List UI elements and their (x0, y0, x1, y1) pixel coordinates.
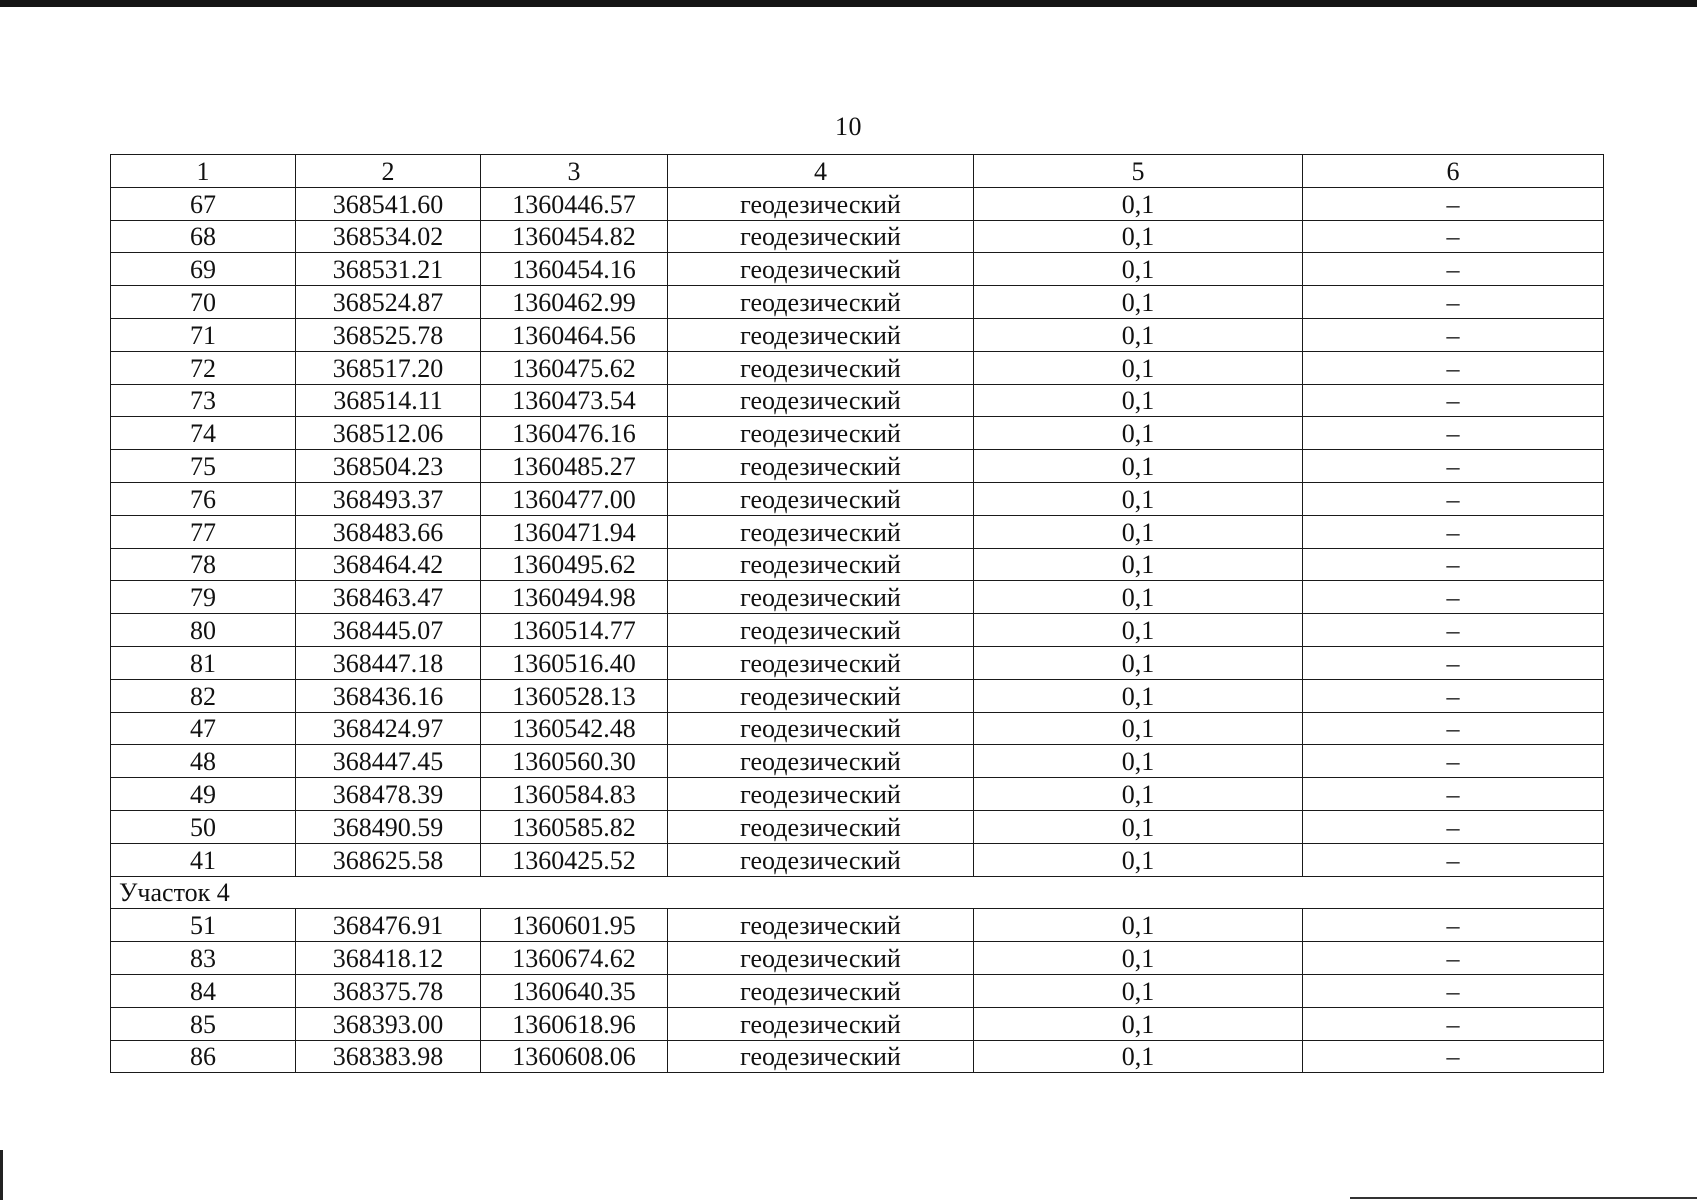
point-number-cell: 69 (111, 253, 296, 286)
table-row (111, 384, 1604, 417)
x-coordinate-cell: 368493.37 (296, 482, 481, 515)
accuracy-cell: 0,1 (974, 712, 1303, 745)
point-number-cell: 68 (111, 220, 296, 253)
table-row (111, 843, 1604, 876)
method-cell: геодезический (668, 581, 974, 614)
note-cell: – (1303, 974, 1604, 1007)
table-row (111, 286, 1604, 319)
method-cell: геодезический (668, 712, 974, 745)
note-cell: – (1303, 778, 1604, 811)
point-number-cell: 70 (111, 286, 296, 319)
table-row (111, 548, 1604, 581)
y-coordinate-cell: 1360528.13 (481, 679, 668, 712)
method-cell: геодезический (668, 220, 974, 253)
accuracy-cell: 0,1 (974, 318, 1303, 351)
method-cell: геодезический (668, 286, 974, 319)
header-cell: 4 (668, 155, 974, 188)
method-cell: геодезический (668, 1007, 974, 1040)
x-coordinate-cell: 368524.87 (296, 286, 481, 319)
y-coordinate-cell: 1360425.52 (481, 843, 668, 876)
table-body (111, 187, 1604, 1073)
y-coordinate-cell: 1360477.00 (481, 482, 668, 515)
accuracy-cell: 0,1 (974, 417, 1303, 450)
table-row (111, 1007, 1604, 1040)
note-cell: – (1303, 745, 1604, 778)
header-cell: 2 (296, 155, 481, 188)
table-row (111, 515, 1604, 548)
table-row (111, 942, 1604, 975)
table-row (111, 351, 1604, 384)
note-cell: – (1303, 1040, 1604, 1073)
y-coordinate-cell: 1360674.62 (481, 942, 668, 975)
accuracy-cell: 0,1 (974, 482, 1303, 515)
x-coordinate-cell: 368483.66 (296, 515, 481, 548)
method-cell: геодезический (668, 843, 974, 876)
method-cell: геодезический (668, 187, 974, 220)
point-number-cell: 71 (111, 318, 296, 351)
accuracy-cell: 0,1 (974, 942, 1303, 975)
point-number-cell: 78 (111, 548, 296, 581)
table-row (111, 810, 1604, 843)
accuracy-cell: 0,1 (974, 909, 1303, 942)
table-row (111, 318, 1604, 351)
note-cell: – (1303, 220, 1604, 253)
section-label: Участок 4 (111, 876, 1604, 909)
method-cell: геодезический (668, 614, 974, 647)
method-cell: геодезический (668, 351, 974, 384)
x-coordinate-cell: 368418.12 (296, 942, 481, 975)
note-cell: – (1303, 712, 1604, 745)
note-cell: – (1303, 646, 1604, 679)
accuracy-cell: 0,1 (974, 450, 1303, 483)
y-coordinate-cell: 1360454.82 (481, 220, 668, 253)
note-cell: – (1303, 679, 1604, 712)
point-number-cell: 80 (111, 614, 296, 647)
x-coordinate-cell: 368424.97 (296, 712, 481, 745)
x-coordinate-cell: 368625.58 (296, 843, 481, 876)
method-cell: геодезический (668, 450, 974, 483)
point-number-cell: 86 (111, 1040, 296, 1073)
y-coordinate-cell: 1360464.56 (481, 318, 668, 351)
note-cell: – (1303, 548, 1604, 581)
table-row (111, 909, 1604, 942)
point-number-cell: 72 (111, 351, 296, 384)
method-cell: геодезический (668, 417, 974, 450)
accuracy-cell: 0,1 (974, 778, 1303, 811)
y-coordinate-cell: 1360601.95 (481, 909, 668, 942)
y-coordinate-cell: 1360495.62 (481, 548, 668, 581)
header-cell: 3 (481, 155, 668, 188)
x-coordinate-cell: 368375.78 (296, 974, 481, 1007)
method-cell: геодезический (668, 778, 974, 811)
note-cell: – (1303, 482, 1604, 515)
note-cell: – (1303, 417, 1604, 450)
x-coordinate-cell: 368478.39 (296, 778, 481, 811)
accuracy-cell: 0,1 (974, 220, 1303, 253)
point-number-cell: 48 (111, 745, 296, 778)
section-row (111, 876, 1604, 909)
table-row (111, 974, 1604, 1007)
point-number-cell: 83 (111, 942, 296, 975)
accuracy-cell: 0,1 (974, 548, 1303, 581)
y-coordinate-cell: 1360476.16 (481, 417, 668, 450)
accuracy-cell: 0,1 (974, 581, 1303, 614)
note-cell: – (1303, 384, 1604, 417)
point-number-cell: 75 (111, 450, 296, 483)
scan-bottom-mark (1350, 1197, 1697, 1199)
x-coordinate-cell: 368447.45 (296, 745, 481, 778)
x-coordinate-cell: 368504.23 (296, 450, 481, 483)
accuracy-cell: 0,1 (974, 614, 1303, 647)
method-cell: геодезический (668, 974, 974, 1007)
scan-left-edge (0, 1150, 3, 1200)
point-number-cell: 85 (111, 1007, 296, 1040)
method-cell: геодезический (668, 548, 974, 581)
header-cell: 5 (974, 155, 1303, 188)
accuracy-cell: 0,1 (974, 679, 1303, 712)
y-coordinate-cell: 1360608.06 (481, 1040, 668, 1073)
table-row (111, 745, 1604, 778)
point-number-cell: 76 (111, 482, 296, 515)
point-number-cell: 74 (111, 417, 296, 450)
point-number-cell: 73 (111, 384, 296, 417)
coordinates-table (110, 154, 1604, 1073)
accuracy-cell: 0,1 (974, 646, 1303, 679)
method-cell: геодезический (668, 745, 974, 778)
point-number-cell: 79 (111, 581, 296, 614)
y-coordinate-cell: 1360462.99 (481, 286, 668, 319)
y-coordinate-cell: 1360560.30 (481, 745, 668, 778)
x-coordinate-cell: 368525.78 (296, 318, 481, 351)
point-number-cell: 82 (111, 679, 296, 712)
method-cell: геодезический (668, 810, 974, 843)
note-cell: – (1303, 187, 1604, 220)
point-number-cell: 41 (111, 843, 296, 876)
x-coordinate-cell: 368490.59 (296, 810, 481, 843)
table-row (111, 187, 1604, 220)
table-row (111, 253, 1604, 286)
x-coordinate-cell: 368517.20 (296, 351, 481, 384)
accuracy-cell: 0,1 (974, 253, 1303, 286)
page-number: 10 (835, 112, 862, 141)
y-coordinate-cell: 1360618.96 (481, 1007, 668, 1040)
point-number-cell: 67 (111, 187, 296, 220)
y-coordinate-cell: 1360584.83 (481, 778, 668, 811)
method-cell: геодезический (668, 318, 974, 351)
y-coordinate-cell: 1360640.35 (481, 974, 668, 1007)
y-coordinate-cell: 1360473.54 (481, 384, 668, 417)
accuracy-cell: 0,1 (974, 187, 1303, 220)
x-coordinate-cell: 368514.11 (296, 384, 481, 417)
point-number-cell: 84 (111, 974, 296, 1007)
x-coordinate-cell: 368512.06 (296, 417, 481, 450)
note-cell: – (1303, 581, 1604, 614)
table-header-row (111, 155, 1604, 188)
accuracy-cell: 0,1 (974, 351, 1303, 384)
y-coordinate-cell: 1360471.94 (481, 515, 668, 548)
x-coordinate-cell: 368445.07 (296, 614, 481, 647)
method-cell: геодезический (668, 942, 974, 975)
method-cell: геодезический (668, 384, 974, 417)
header-cell: 6 (1303, 155, 1604, 188)
table-row (111, 646, 1604, 679)
accuracy-cell: 0,1 (974, 1040, 1303, 1073)
header-cell: 1 (111, 155, 296, 188)
y-coordinate-cell: 1360485.27 (481, 450, 668, 483)
table-row (111, 220, 1604, 253)
method-cell: геодезический (668, 482, 974, 515)
point-number-cell: 77 (111, 515, 296, 548)
accuracy-cell: 0,1 (974, 810, 1303, 843)
x-coordinate-cell: 368393.00 (296, 1007, 481, 1040)
table-row (111, 581, 1604, 614)
note-cell: – (1303, 843, 1604, 876)
note-cell: – (1303, 909, 1604, 942)
x-coordinate-cell: 368463.47 (296, 581, 481, 614)
table-row (111, 1040, 1604, 1073)
note-cell: – (1303, 450, 1604, 483)
x-coordinate-cell: 368531.21 (296, 253, 481, 286)
accuracy-cell: 0,1 (974, 745, 1303, 778)
y-coordinate-cell: 1360516.40 (481, 646, 668, 679)
accuracy-cell: 0,1 (974, 384, 1303, 417)
table-row (111, 679, 1604, 712)
x-coordinate-cell: 368541.60 (296, 187, 481, 220)
method-cell: геодезический (668, 515, 974, 548)
note-cell: – (1303, 286, 1604, 319)
x-coordinate-cell: 368464.42 (296, 548, 481, 581)
note-cell: – (1303, 515, 1604, 548)
y-coordinate-cell: 1360542.48 (481, 712, 668, 745)
y-coordinate-cell: 1360514.77 (481, 614, 668, 647)
x-coordinate-cell: 368436.16 (296, 679, 481, 712)
x-coordinate-cell: 368476.91 (296, 909, 481, 942)
x-coordinate-cell: 368383.98 (296, 1040, 481, 1073)
method-cell: геодезический (668, 909, 974, 942)
y-coordinate-cell: 1360454.16 (481, 253, 668, 286)
method-cell: геодезический (668, 646, 974, 679)
y-coordinate-cell: 1360494.98 (481, 581, 668, 614)
point-number-cell: 81 (111, 646, 296, 679)
note-cell: – (1303, 1007, 1604, 1040)
scan-top-edge (0, 0, 1697, 7)
method-cell: геодезический (668, 1040, 974, 1073)
table-row (111, 614, 1604, 647)
table-row (111, 482, 1604, 515)
point-number-cell: 50 (111, 810, 296, 843)
accuracy-cell: 0,1 (974, 286, 1303, 319)
point-number-cell: 49 (111, 778, 296, 811)
point-number-cell: 47 (111, 712, 296, 745)
point-number-cell: 51 (111, 909, 296, 942)
note-cell: – (1303, 318, 1604, 351)
y-coordinate-cell: 1360475.62 (481, 351, 668, 384)
note-cell: – (1303, 942, 1604, 975)
table-row (111, 712, 1604, 745)
method-cell: геодезический (668, 253, 974, 286)
note-cell: – (1303, 351, 1604, 384)
x-coordinate-cell: 368534.02 (296, 220, 481, 253)
note-cell: – (1303, 614, 1604, 647)
table-row (111, 778, 1604, 811)
accuracy-cell: 0,1 (974, 974, 1303, 1007)
note-cell: – (1303, 810, 1604, 843)
table-row (111, 417, 1604, 450)
note-cell: – (1303, 253, 1604, 286)
method-cell: геодезический (668, 679, 974, 712)
y-coordinate-cell: 1360585.82 (481, 810, 668, 843)
accuracy-cell: 0,1 (974, 843, 1303, 876)
accuracy-cell: 0,1 (974, 515, 1303, 548)
table-row (111, 450, 1604, 483)
y-coordinate-cell: 1360446.57 (481, 187, 668, 220)
x-coordinate-cell: 368447.18 (296, 646, 481, 679)
accuracy-cell: 0,1 (974, 1007, 1303, 1040)
